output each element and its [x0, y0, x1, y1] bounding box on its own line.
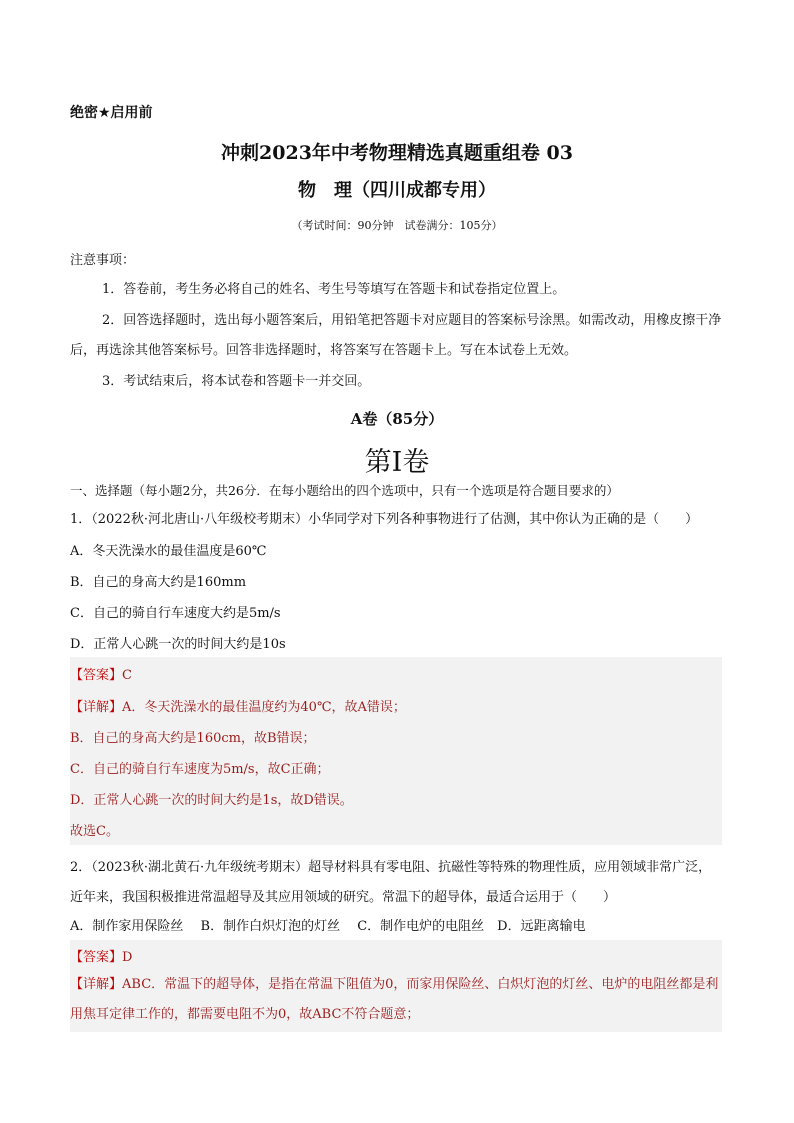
q1-option-b: B．自己的身高大约是160mm	[70, 575, 247, 590]
q1-option-d: D．正常人心跳一次的时间大约是10s	[70, 637, 286, 652]
detail-tag: 【详解】	[70, 977, 123, 992]
notice-item-1: 1．答卷前，考生务必将自己的姓名、考生号等填写在答题卡和试卷指定位置上。	[102, 282, 566, 297]
q1-detail-c: C．自己的骑自行车速度为5m/s，故C正确；	[70, 762, 330, 777]
detail-text: A．冬天洗澡水的最佳温度约为40℃，故A错误；	[122, 700, 406, 715]
q1-option-c: C．自己的骑自行车速度大约是5m/s	[70, 606, 281, 621]
detail-text: ABC．常温下的超导体，是指在常温下阻值为0，而家用保险丝、白炽灯泡的灯丝、电炉的电阻丝都是利用焦耳定律工作的，都需要电阻不为0，故ABC不符合题意；	[70, 977, 719, 1022]
page-subtitle: 物 理（四川成都专用）	[298, 180, 496, 201]
q1-option-a: A．冬天洗澡水的最佳温度是60℃	[70, 544, 267, 559]
q1-detail-d: D．正常人心跳一次的时间大约是1s，故D错误。	[70, 793, 353, 808]
q2-stem: 2．（2023秋·湖北黄石·九年级统考期末）超导材料具有零电阻、抗磁性等特殊的物理性质，应用领域非常广泛，近年来，我国积极推进常温超导及其应用领域的研究。常温下的超导体，最适合运用于（ ）	[70, 860, 712, 905]
secret-label: 绝密★启用前	[70, 105, 153, 121]
page-title: 冲刺2023年中考物理精选真题重组卷 03	[221, 142, 573, 164]
q1-answer-block	[70, 657, 722, 845]
detail-tag: 【详解】	[70, 700, 123, 715]
q2-options: A．制作家用保险丝 B．制作白炽灯泡的灯丝 C．制作电炉的电阻丝 D．远距离输电	[70, 919, 586, 934]
volume-1-heading: 第Ⅰ卷	[364, 447, 430, 478]
answer-value: C	[122, 668, 132, 683]
q1-answer-line	[70, 664, 132, 683]
q1-detail-b: B．自己的身高大约是160cm，故B错误；	[70, 731, 316, 746]
q1-detail-line	[70, 696, 406, 715]
q1-stem: 1．（2022秋·河北唐山·八年级校考期末）小华同学对下列各种事物进行了估测，其中你认为正确的是（ ）	[70, 512, 699, 527]
q2-detail	[70, 970, 722, 1030]
q2-answer-line	[70, 946, 132, 965]
notice-title: 注意事项：	[70, 253, 136, 268]
notice-item-2: 2．回答选择题时，选出每小题答案后，用铅笔把答题卡对应题目的答案标号涂黑。如需改动，用橡皮擦干净后，再选涂其他答案标号。回答非选择题时，将答案写在答题卡上。写在本试卷上无效。	[70, 313, 722, 358]
answer-value: D	[122, 950, 133, 965]
answer-tag: 【答案】	[70, 668, 123, 683]
exam-info: （考试时间：90分钟 试卷满分：105分）	[291, 219, 503, 232]
answer-tag: 【答案】	[70, 950, 123, 965]
q1-conclusion: 故选C。	[70, 824, 119, 839]
notice-item-3: 3．考试结束后，将本试卷和答题卡一并交回。	[102, 374, 371, 389]
volume-a-heading: A卷（85分）	[350, 410, 444, 428]
section-heading: 一、选择题（每小题2分，共26分．在每小题给出的四个选项中，只有一个选项是符合题目要求的）	[70, 483, 619, 498]
